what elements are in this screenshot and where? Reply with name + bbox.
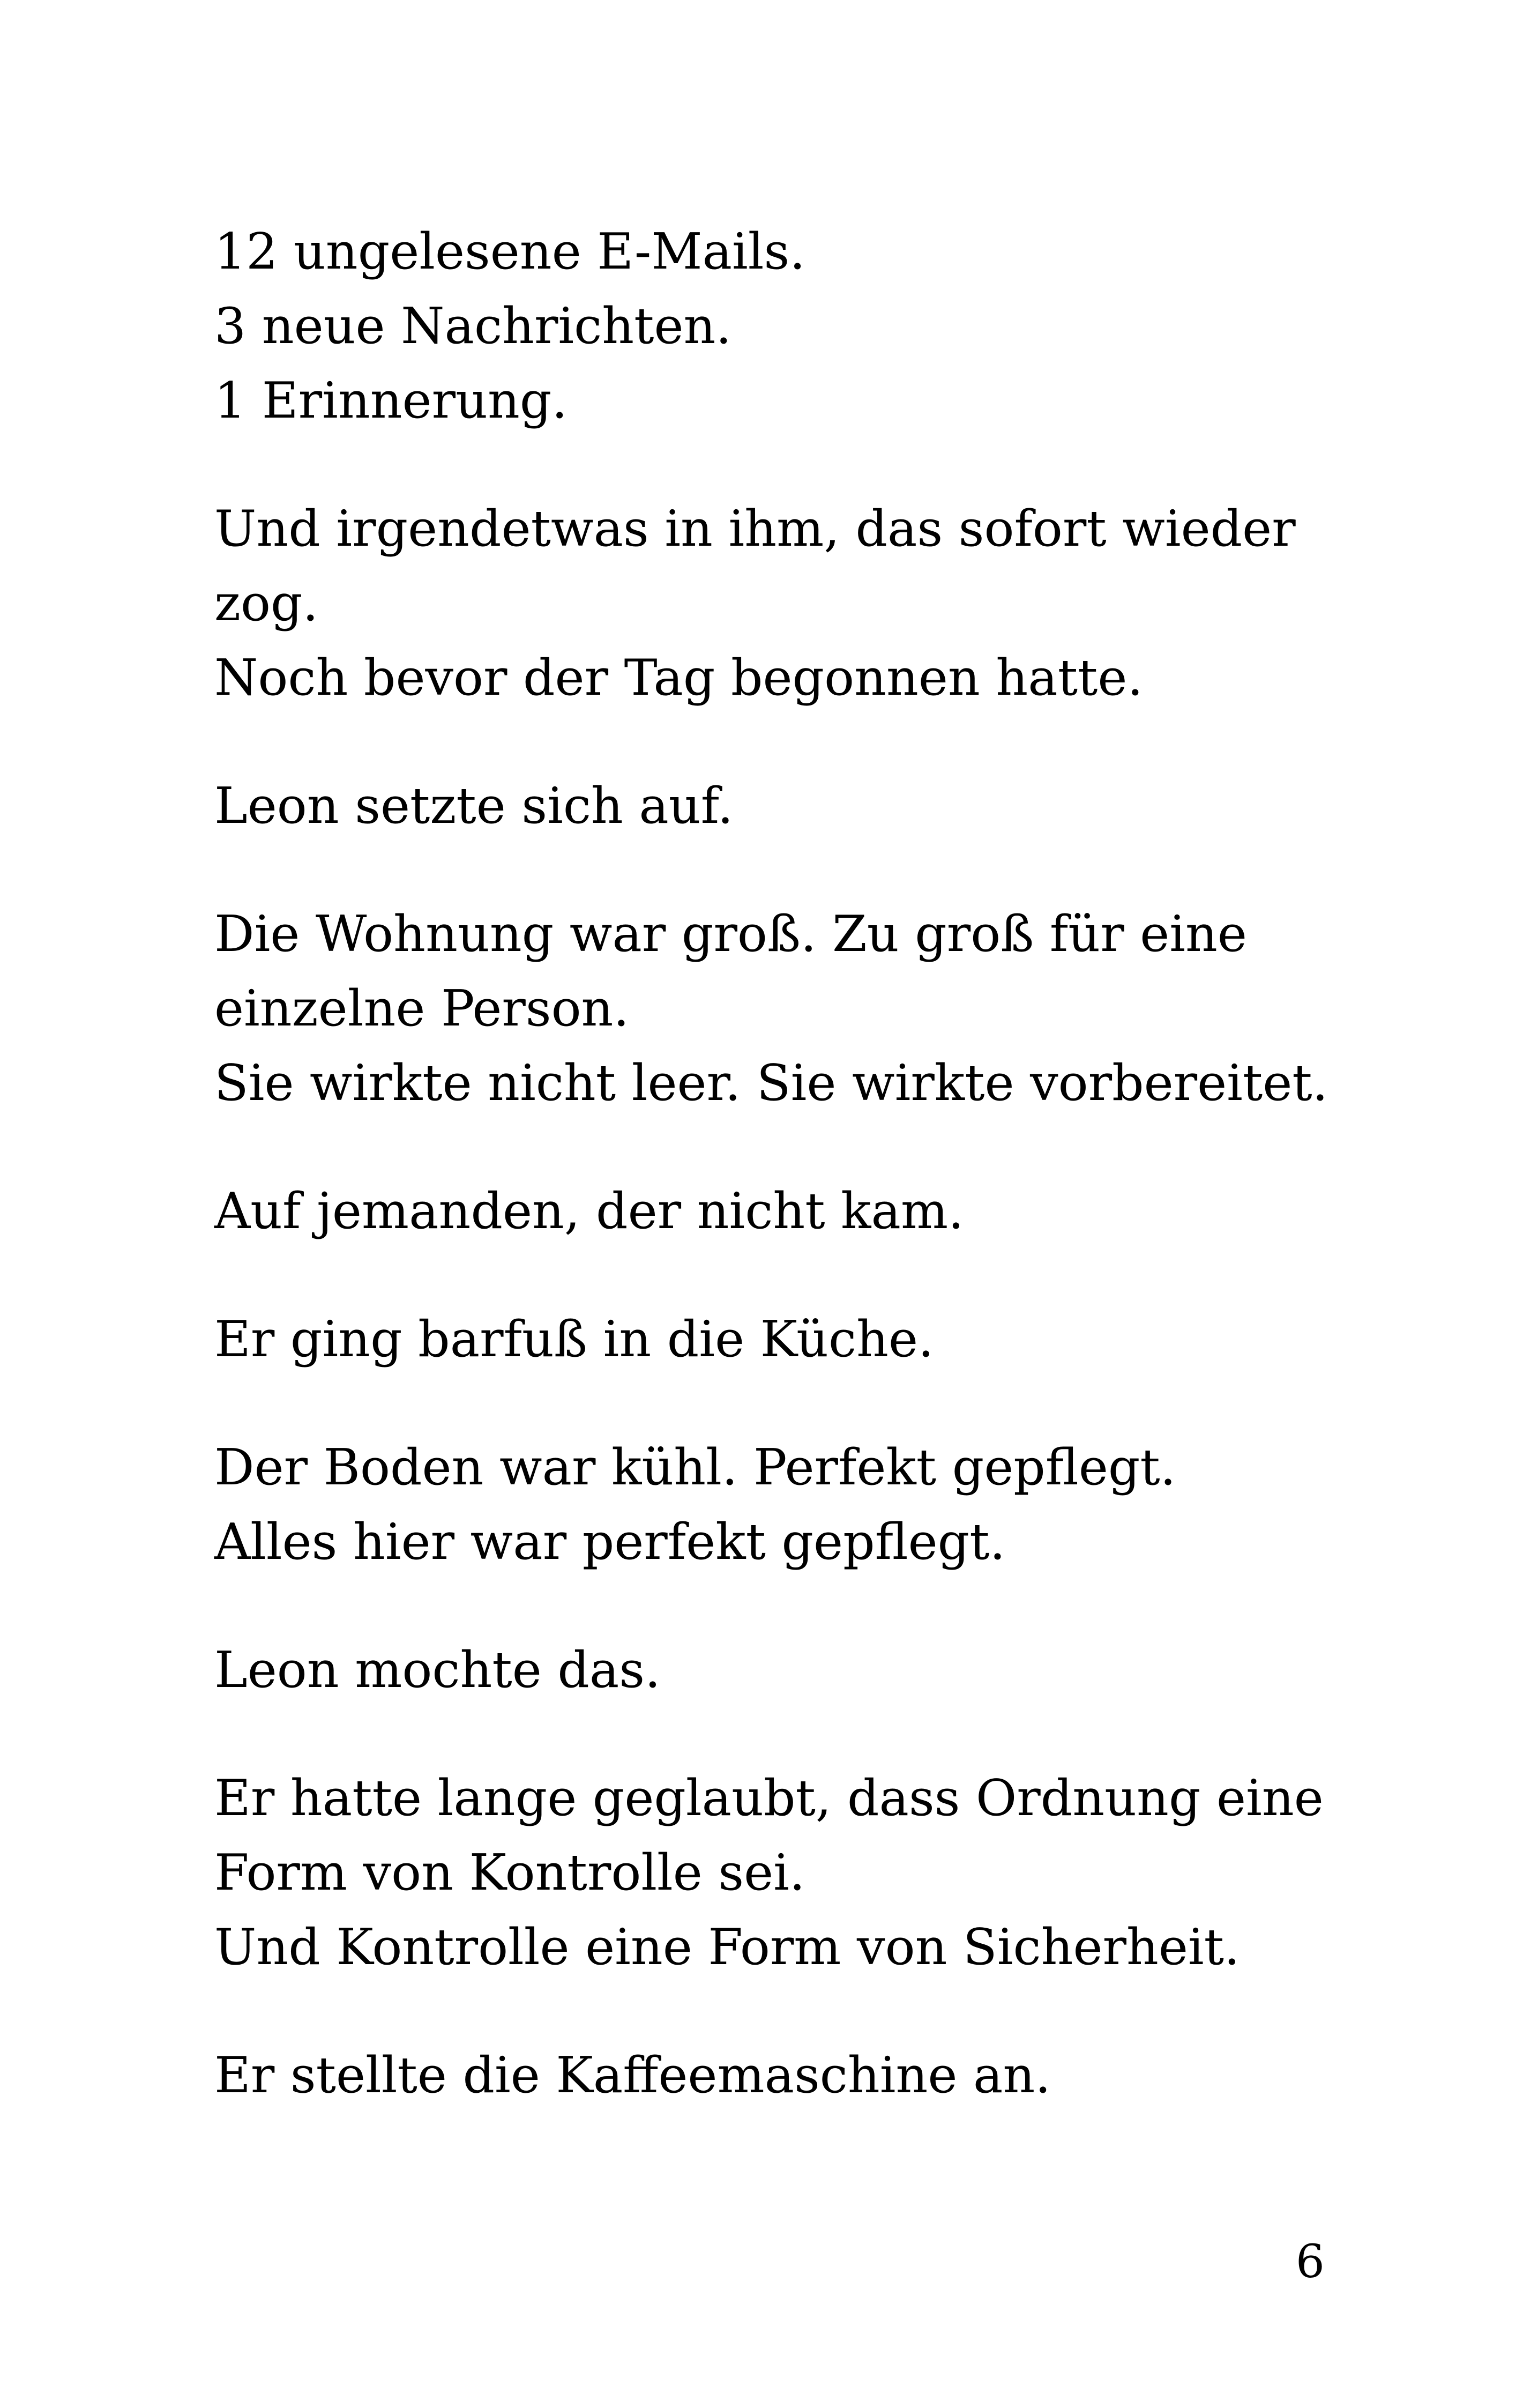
text-line: Alles hier war perfekt gepflegt. xyxy=(214,1513,1006,1571)
text-line: 1 Erinnerung. xyxy=(214,371,568,429)
paragraph xyxy=(214,492,1313,715)
paragraph xyxy=(214,897,1328,1120)
text-line: Er stellte die Kaffeemaschine an. xyxy=(214,2046,1051,2104)
paragraph xyxy=(214,214,1313,438)
text-line: zog. xyxy=(214,574,319,632)
body-text xyxy=(214,214,1328,2166)
paragraph xyxy=(214,1761,1324,1985)
text-line: Der Boden war kühl. Perfekt gepflegt. xyxy=(214,1438,1176,1496)
text-line: einzelne Person. xyxy=(214,979,630,1037)
text-line: Form von Kontrolle sei. xyxy=(214,1844,805,1901)
paragraph xyxy=(214,1633,1313,1707)
text-line: 3 neue Nachrichten. xyxy=(214,297,732,355)
text-line: Leon mochte das. xyxy=(214,1641,661,1699)
text-line: Und irgendetwas in ihm, das sofort wieder xyxy=(214,500,1296,558)
text-line: Noch bevor der Tag begonnen hatte. xyxy=(214,649,1144,707)
text-line: Leon setzte sich auf. xyxy=(214,777,734,835)
text-line: 12 ungelesene E-Mails. xyxy=(214,222,805,280)
text-line: Sie wirkte nicht leer. Sie wirkte vorbereitet. xyxy=(214,1054,1328,1112)
paragraph xyxy=(214,1302,1313,1377)
text-line: Er hatte lange geglaubt, dass Ordnung eine xyxy=(214,1769,1324,1827)
text-line: Auf jemanden, der nicht kam. xyxy=(214,1182,964,1240)
text-line: Er ging barfuß in die Küche. xyxy=(214,1310,934,1368)
paragraph xyxy=(214,2038,1313,2113)
paragraph xyxy=(214,769,1313,843)
page-number: 6 xyxy=(1295,2235,1325,2288)
text-line: Die Wohnung war groß. Zu groß für eine xyxy=(214,905,1247,963)
text-line: Und Kontrolle eine Form von Sicherheit. xyxy=(214,1918,1240,1976)
paragraph xyxy=(214,1430,1313,1579)
paragraph xyxy=(214,1174,1313,1248)
